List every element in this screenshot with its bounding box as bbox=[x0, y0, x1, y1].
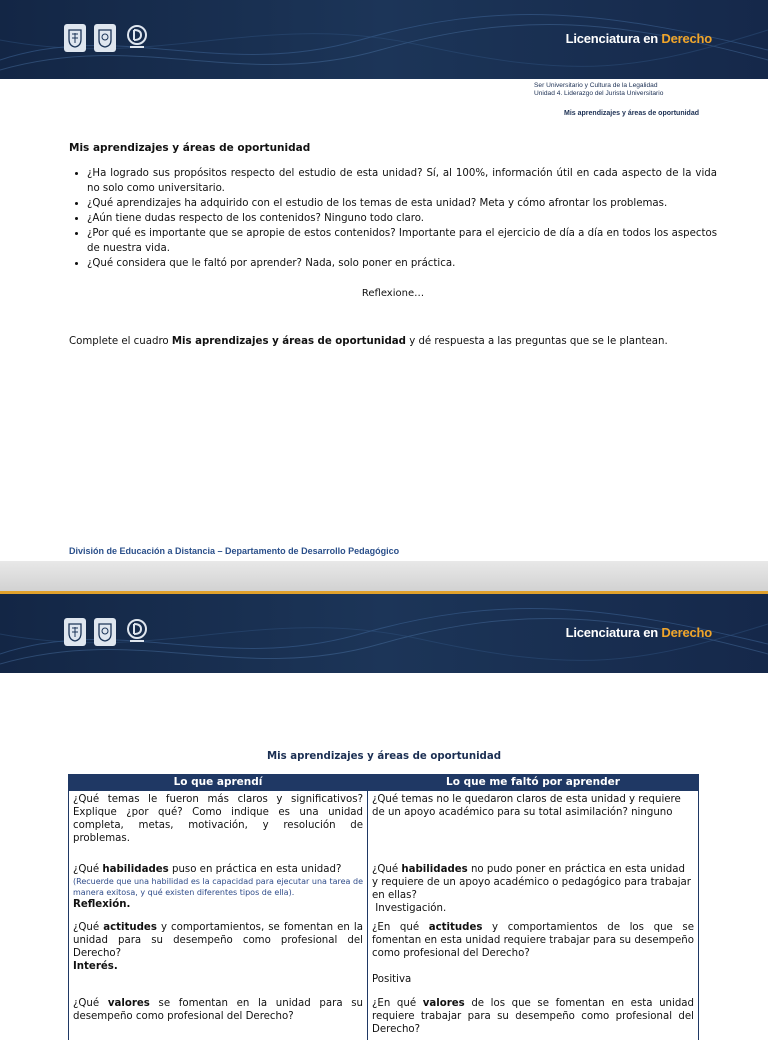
page-separator bbox=[0, 561, 768, 591]
table-header-row bbox=[69, 775, 699, 791]
course-name: Ser Universitario y Cultura de la Legalidad bbox=[534, 82, 658, 89]
table-cell bbox=[368, 791, 699, 862]
table-row bbox=[69, 791, 699, 862]
cell-text: ¿Qué bbox=[73, 922, 104, 933]
cell-text: ¿En qué bbox=[372, 922, 429, 933]
cell-answer: Positiva bbox=[372, 974, 412, 985]
cell-text: ¿Qué bbox=[73, 998, 108, 1009]
list-item: • ¿Qué aprendizajes ha adquirido con el estudio de los temas de esta unidad? Meta y cómo afrontar los problemas. bbox=[87, 196, 717, 211]
section-name: Mis aprendizajes y áreas de oportunidad bbox=[564, 110, 699, 117]
instruction-pre: Complete el cuadro bbox=[69, 336, 172, 347]
program-title-prefix: Licenciatura en bbox=[565, 625, 662, 640]
cell-text: ¿Qué bbox=[372, 864, 402, 875]
cell-text: y comportamientos, se fomentan en la unidad para su desempeño como profesional del Derecho? bbox=[73, 922, 363, 959]
program-title-accent: Derecho bbox=[661, 31, 712, 46]
unam-shield-icon bbox=[64, 24, 86, 52]
cell-keyword: habilidades bbox=[401, 864, 468, 875]
instruction-bold: Mis aprendizajes y áreas de oportunidad bbox=[171, 336, 406, 347]
cell-keyword: valores bbox=[107, 998, 150, 1009]
learning-table bbox=[68, 774, 699, 1040]
university-seal-icon bbox=[94, 24, 116, 52]
page2-banner bbox=[0, 594, 768, 673]
cell-text: ¿Qué temas le fueron más claros y significativos? Explique ¿por qué? Como indique es una unidad completa, metas, motivación, y resolución de problemas. bbox=[73, 794, 363, 844]
cell-keyword: actitudes bbox=[428, 922, 483, 933]
table-row bbox=[69, 995, 699, 1040]
instruction-post: y dé respuesta a las preguntas que se le plantean. bbox=[405, 336, 668, 347]
column-header-missing: Lo que me faltó por aprender bbox=[368, 775, 699, 791]
cell-text: de los que se fomentan en esta unidad requiere trabajar para su desempeño como profesional del Derecho? bbox=[372, 998, 695, 1035]
reflexione-text: Reflexione… bbox=[361, 288, 425, 299]
unam-shield-icon bbox=[64, 618, 86, 646]
table-cell bbox=[368, 861, 699, 919]
cell-text: se fomentan en la unidad para su desempeño como profesional del Derecho? bbox=[73, 998, 364, 1022]
page-heading: Mis aprendizajes y áreas de oportunidad bbox=[69, 142, 311, 154]
table-cell bbox=[69, 919, 368, 995]
footer-department: División de Educación a Distancia – Departamento de Desarrollo Pedagógico bbox=[69, 546, 400, 556]
questions-list bbox=[69, 166, 717, 271]
program-title-accent: Derecho bbox=[661, 625, 712, 640]
cell-keyword: habilidades bbox=[102, 864, 169, 875]
logos-group bbox=[64, 24, 150, 52]
list-item: • ¿Por qué es importante que se apropie de estos contenidos? Importante para el ejercicio de día a día en todos los aspectos de nuestra vida. bbox=[87, 226, 717, 256]
list-item: • ¿Ha logrado sus propósitos respecto del estudio de esta unidad? Sí, al 100%, información útil en cada aspecto de la vida no solo como universitario. bbox=[87, 166, 717, 196]
table-cell bbox=[69, 861, 368, 919]
unit-name: Unidad 4. Liderazgo del Jurista Universitario bbox=[534, 90, 664, 97]
cell-text: no pudo poner en práctica en esta unidad y requiere de un apoyo académico o pedagógico para trabajar en ellas? bbox=[372, 864, 691, 901]
cell-keyword: actitudes bbox=[103, 922, 157, 933]
distance-education-logo-icon bbox=[124, 24, 150, 52]
logos-group bbox=[64, 618, 150, 646]
table-row bbox=[69, 919, 699, 995]
table-cell bbox=[69, 995, 368, 1040]
cell-answer: Investigación. bbox=[372, 903, 447, 914]
table-cell bbox=[69, 791, 368, 862]
cell-text: ¿Qué temas no le quedaron claros de esta unidad y requiere de un apoyo académico para su total asimilación? ninguno bbox=[372, 794, 681, 818]
instruction-text bbox=[69, 336, 668, 347]
list-item: • ¿Aún tiene dudas respecto de los contenidos? Ninguno todo claro. bbox=[87, 211, 717, 226]
cell-answer: Reflexión. bbox=[73, 899, 131, 910]
table-title: Mis aprendizajes y áreas de oportunidad bbox=[266, 751, 502, 762]
table-row bbox=[69, 861, 699, 919]
distance-education-logo-icon bbox=[124, 618, 150, 646]
cell-text: y comportamientos de los que se fomentan en esta unidad requiere trabajar para su desempeño como profesional del Derecho? bbox=[372, 922, 694, 959]
table-cell bbox=[368, 919, 699, 995]
page1-banner bbox=[0, 0, 768, 79]
column-header-learned: Lo que aprendí bbox=[69, 775, 368, 791]
program-title bbox=[566, 31, 712, 46]
cell-answer: Interés. bbox=[73, 961, 118, 972]
list-item: • ¿Qué considera que le faltó por aprender? Nada, solo poner en práctica. bbox=[87, 256, 717, 271]
table-cell bbox=[368, 995, 699, 1040]
cell-text: puso en práctica en esta unidad? bbox=[168, 864, 342, 875]
cell-text: ¿Qué bbox=[73, 864, 103, 875]
cell-text: ¿En qué bbox=[372, 998, 423, 1009]
program-title bbox=[566, 625, 712, 640]
cell-keyword: valores bbox=[422, 998, 465, 1009]
university-seal-icon bbox=[94, 618, 116, 646]
program-title-prefix: Licenciatura en bbox=[565, 31, 662, 46]
cell-note: (Recuerde que una habilidad es la capacidad para ejecutar una tarea de manera exitosa, y qué existen diferentes tipos de ella). bbox=[73, 877, 363, 897]
